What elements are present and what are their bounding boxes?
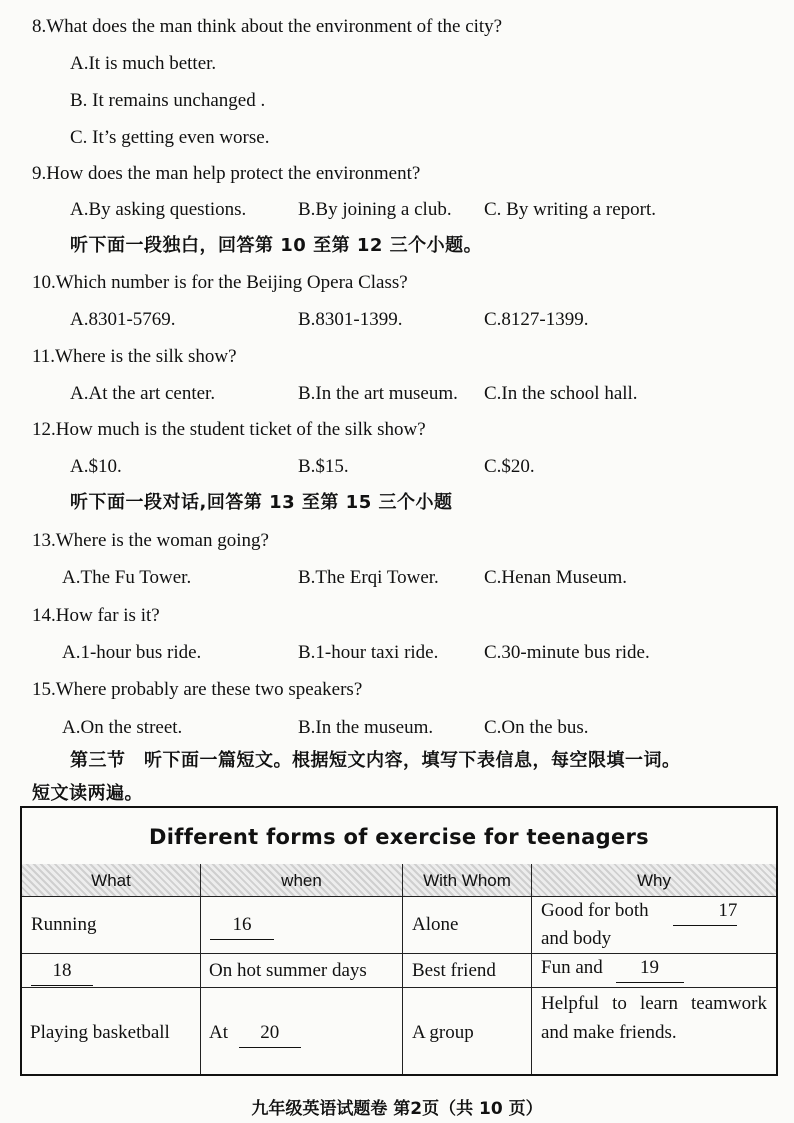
row2-when: On hot summer days <box>209 960 367 981</box>
q12-option-b: B.$15. <box>298 456 349 477</box>
table-title: Different forms of exercise for teenagers <box>22 808 776 865</box>
instruction-dialogue: 听下面一段对话,回答第 13 至第 15 三个小题 <box>70 492 453 513</box>
q12-option-a: A.$10. <box>70 456 122 477</box>
row2-with: Best friend <box>412 960 496 981</box>
exercise-table <box>20 806 778 1076</box>
q15-option-b: B.In the museum. <box>298 717 434 738</box>
header-what: What <box>22 864 200 896</box>
q15-option-c: C.On the bus. <box>484 717 589 738</box>
question-10: 10.Which number is for the Beijing Opera Class? <box>32 272 408 293</box>
question-11: 11.Where is the silk show? <box>32 346 237 367</box>
section3-instruction-cont: 短文读两遍。 <box>32 783 143 804</box>
q8-option-a: A.It is much better. <box>70 53 217 74</box>
question-12: 12.How much is the student ticket of the silk show? <box>32 419 426 440</box>
row2-what-blank <box>31 957 93 986</box>
header-why: Why <box>532 864 776 896</box>
row3-with: A group <box>412 1022 474 1043</box>
header-with-whom: With Whom <box>403 864 531 896</box>
q8-option-b: B. It remains unchanged . <box>70 90 266 111</box>
row3-when <box>209 1019 301 1048</box>
q12-option-c: C.$20. <box>484 456 535 477</box>
blank-17: 17 <box>673 897 737 926</box>
row1-why-text: Good for both <box>541 900 649 921</box>
question-9: 9.How does the man help protect the environment? <box>32 163 421 184</box>
blank-19: 19 <box>616 954 684 983</box>
section3-instruction: 第三节 听下面一篇短文。根据短文内容，填写下表信息，每空限填一词。 <box>70 750 681 771</box>
q11-option-c: C.In the school hall. <box>484 383 638 404</box>
q13-option-b: B.The Erqi Tower. <box>298 567 439 588</box>
q11-option-a: A.At the art center. <box>70 383 216 404</box>
row1-why-line2: and body <box>541 928 612 949</box>
row1-when-blank <box>210 911 274 940</box>
row1-with: Alone <box>412 914 459 935</box>
row2-why <box>541 954 684 983</box>
question-14: 14.How far is it? <box>32 605 160 626</box>
page-footer: 九年级英语试题卷 第2页（共 10 页） <box>251 1099 543 1119</box>
question-8: 8.What does the man think about the environment of the city? <box>32 16 503 37</box>
row3-why: Helpful to learn teamwork and make friends. <box>541 993 767 1043</box>
q9-option-a: A.By asking questions. <box>70 199 247 220</box>
header-when: when <box>201 864 402 896</box>
q14-option-b: B.1-hour taxi ride. <box>298 642 439 663</box>
blank-18: 18 <box>31 957 93 986</box>
q14-option-c: C.30-minute bus ride. <box>484 642 650 663</box>
row2-why-text: Fun and <box>541 957 603 978</box>
question-13: 13.Where is the woman going? <box>32 530 269 551</box>
row3-when-prefix: At <box>209 1022 228 1043</box>
q8-option-c: C. It’s getting even worse. <box>70 127 270 148</box>
q10-option-b: B.8301-1399. <box>298 309 403 330</box>
blank-16: 16 <box>210 911 274 940</box>
blank-20: 20 <box>239 1019 301 1048</box>
q10-option-a: A.8301-5769. <box>70 309 176 330</box>
q11-option-b: B.In the art museum. <box>298 383 458 404</box>
q9-option-c: C. By writing a report. <box>484 199 657 220</box>
table-header-row <box>22 864 776 897</box>
instruction-monologue: 听下面一段独白，回答第 10 至第 12 三个小题。 <box>70 235 483 256</box>
row3-what: Playing basketball <box>30 1022 170 1043</box>
row1-why-line1 <box>541 897 737 926</box>
q13-option-a: A.The Fu Tower. <box>62 567 192 588</box>
row1-what: Running <box>31 914 97 935</box>
q10-option-c: C.8127-1399. <box>484 309 589 330</box>
q9-option-b: B.By joining a club. <box>298 199 452 220</box>
q15-option-a: A.On the street. <box>62 717 183 738</box>
q13-option-c: C.Henan Museum. <box>484 567 628 588</box>
q14-option-a: A.1-hour bus ride. <box>62 642 202 663</box>
question-15: 15.Where probably are these two speakers? <box>32 679 363 700</box>
